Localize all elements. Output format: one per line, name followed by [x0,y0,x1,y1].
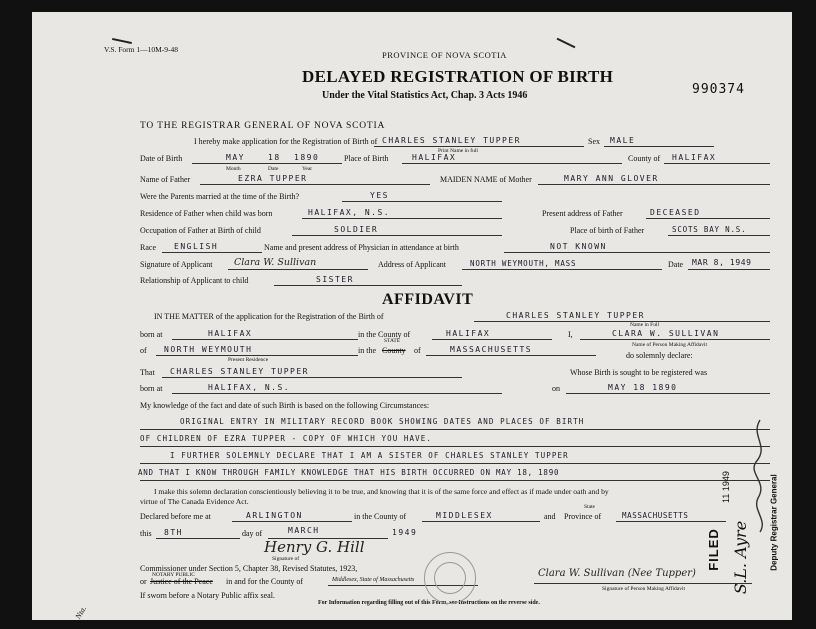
form-number: V.S. Form 1—10M-9-48 [104,45,179,54]
year-caption: Year [302,166,313,172]
justice-struck: Justice of the Peace [150,577,213,586]
race-value: ENGLISH [174,242,219,251]
footer-note: For Information regarding filling out of this Form, see Instructions on the reverse side. [318,600,540,606]
occupation-value: SOLDIER [334,225,379,234]
affiant-signature: Clara W. Sullivan (Nee Tupper) [538,568,696,579]
circumstance-line-2: OF CHILDREN OF EZRA TUPPER - COPY OF WHICH YOU HAVE. [140,434,432,443]
residence-label: Residence of Father when child was born [140,209,273,218]
declared-at-value: ARLINGTON [246,511,303,520]
seal-note: If sworn before a Notary Public affix seal. [140,591,275,600]
justice-line-b: in and for the County of [226,577,304,586]
declared-label: Declared before me at [140,512,211,521]
born-at-value: HALIFAX [208,329,253,338]
married-label: Were the Parents married at the time of the Birth? [140,192,300,201]
county-word: County [382,346,406,355]
present-residence-caption: Present Residence [228,357,269,363]
of-label: of [140,346,147,355]
father-label: Name of Father [140,175,191,184]
county-label: County of [628,154,661,163]
corner-mark-left [112,38,132,44]
knowledge-label: My knowledge of the fact and date of such Birth is based on the following Circumstances: [140,401,430,410]
matter-label: IN THE MATTER of the application for the Registration of the Birth of [154,312,384,321]
present-addr-value: DECEASED [650,208,701,217]
month-caption: Month [226,166,241,172]
affidavit-child-name: CHARLES STANLEY TUPPER [506,311,645,320]
affiant-state: MASSACHUSETTS [450,345,533,354]
physician-value: NOT KNOWN [550,242,607,251]
province-label: Province of [564,512,602,521]
margin-note: Nta. [73,604,89,621]
married-value: YES [370,191,389,200]
declare-label: do solemnly declare: [626,351,693,360]
circumstance-line-1: ORIGINAL ENTRY IN MILITARY RECORD BOOK SHOWING DATES AND PLACES OF BIRTH [180,417,585,426]
this-label: this [140,529,152,538]
dob-day-value: 18 [268,153,281,162]
serial-number: 990374 [692,82,745,97]
place-value: HALIFAX [412,153,457,162]
day-of-label: day of [242,529,263,538]
born-at-label: born at [140,330,163,339]
that-name-value: CHARLES STANLEY TUPPER [170,367,309,376]
father-value: EZRA TUPPER [238,174,308,183]
on-label: on [552,384,560,393]
date-value: MAR 8, 1949 [692,258,752,267]
mother-label: MAIDEN NAME of Mother [440,175,532,184]
mother-value: MARY ANN GLOVER [564,174,659,183]
declared-county-value: MIDDLESEX [436,511,493,520]
state-word: State [584,504,595,510]
and-label: and [544,512,556,521]
filed-text: FILED [705,528,721,571]
place-label: Place of Birth [344,154,389,163]
relationship-label: Relationship of Applicant to child [140,276,249,285]
day-value: 8TH [164,528,183,537]
declared-county-label: in the County of [354,512,407,521]
sex-value: MALE [610,136,636,145]
dob-year-value: 1890 [294,153,320,162]
affidavit-heading: AFFIDAVIT [382,291,474,308]
dob-label: Date of Birth [140,154,183,163]
i-label: I, [568,330,573,339]
province-heading: PROVINCE OF NOVA SCOTIA [382,50,507,60]
affidavit-county-value: HALIFAX [446,329,491,338]
document-page [32,12,792,620]
affiant-caption: Name of Person Making Affidavit [632,342,708,348]
commissioner-line: Commissioner under Section 5, Chapter 38, Revised Statutes, 1923, [140,564,358,573]
physician-label: Name and present address of Physician in attendance at birth [264,243,459,252]
month-value: MARCH [288,526,320,535]
signature-scrawl-icon [746,416,774,536]
race-label: Race [140,243,156,252]
county-value: HALIFAX [672,153,717,162]
right-margin-signature [746,416,774,536]
date-caption: Date [268,166,279,172]
born-at2-value: HALIFAX, N.S. [208,383,291,392]
filed-date: 11 1949 [720,471,731,503]
notary-note: NOTARY PUBLIC [152,572,195,578]
sex-label: Sex [588,137,600,146]
form-title: DELAYED REGISTRATION OF BIRTH [302,67,614,86]
applicant-signature: Clara W. Sullivan [234,257,317,268]
present-addr-label: Present address of Father [542,209,623,218]
applicant-addr-value: NORTH WEYMOUTH, MASS [470,259,577,268]
signature-caption: Signature of [272,556,300,562]
notary-county: Middlesex, State of Massachusetts [332,577,415,583]
solemn-line-1: I make this solemn declaration conscientiously believing it to be true, and knowing that it is of the same force and effect as if made under oath and by [154,487,609,496]
circumstance-line-3: I FURTHER SOLEMNLY DECLARE THAT I AM A SISTER OF CHARLES STANLEY TUPPER [170,451,569,460]
affiant-residence: NORTH WEYMOUTH [164,345,253,354]
form-subtitle: Under the Vital Statistics Act, Chap. 3 Acts 1946 [322,90,528,101]
print-name-caption: Print Name in full [438,148,478,154]
affiant-sig-caption: Signature of Person Making Affidavit [602,586,685,592]
signature-label: Signature of Applicant [140,260,213,269]
occupation-label: Occupation of Father at Birth of child [140,226,261,235]
year-value: 1949 [392,528,418,537]
notary-seal-inner [434,562,466,594]
residence-value: HALIFAX, N.S. [308,208,391,217]
that-label: That [140,368,155,377]
father-birthplace-value: SCOTS BAY N.S. [672,225,747,234]
whose-label: Whose Birth is sought to be registered was [570,368,708,377]
name-full-caption: Name in Full [630,322,660,328]
affiant-value: CLARA W. SULLIVAN [612,329,720,338]
of-word: of [414,346,421,355]
corner-mark-right [557,38,576,49]
state-caption: STATE [384,338,401,344]
child-name-value: CHARLES STANLEY TUPPER [382,136,521,145]
addressee: TO THE REGISTRAR GENERAL OF NOVA SCOTIA [140,121,386,131]
applicant-addr-label: Address of Applicant [378,260,446,269]
date-label: Date [668,260,684,269]
commissioner-signature: Henry G. Hill [264,538,365,556]
intro-label: I hereby make application for the Registration of Birth of [194,137,378,146]
in-county-label: in the County of [358,330,411,339]
born-date-value: MAY 18 1890 [608,383,678,392]
solemn-line-2: virtue of The Canada Evidence Act. [140,497,249,506]
circumstance-line-4: AND THAT I KNOW THROUGH FAMILY KNOWLEDGE THAT HIS BIRTH OCCURRED ON MAY 18, 1890 [138,468,560,477]
filed-registrar: Deputy Registrar General [769,474,779,571]
relationship-value: SISTER [316,275,354,284]
born-at2-label: born at [140,384,163,393]
in-the-label: in the [358,346,376,355]
dob-month-value: MAY [226,153,245,162]
declared-province-value: MASSACHUSETTS [622,511,689,520]
filed-scrawl: S.L. Ayre [731,520,751,595]
father-birthplace-label: Place of birth of Father [570,226,645,235]
justice-or: or [140,577,147,586]
